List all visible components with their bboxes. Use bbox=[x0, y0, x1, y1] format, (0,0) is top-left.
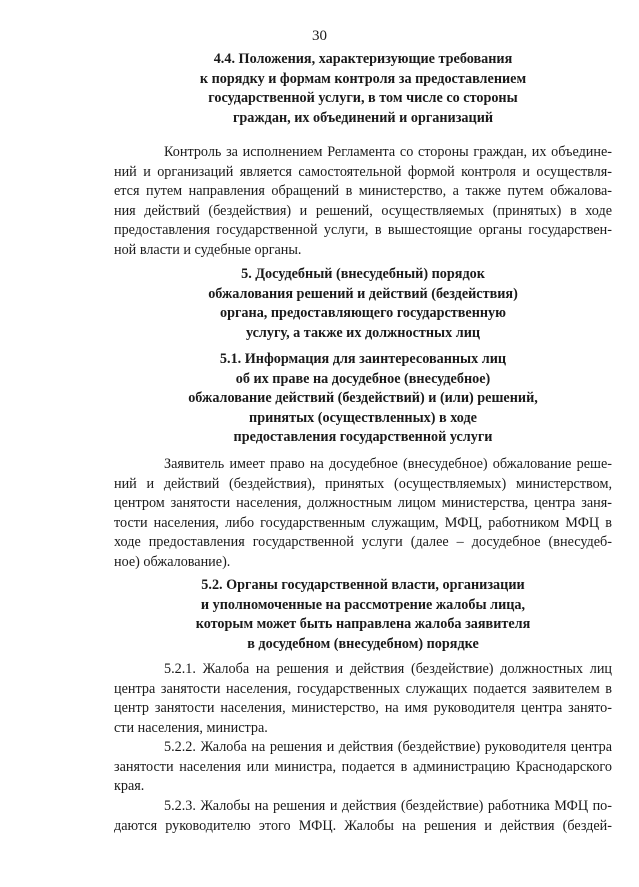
paragraph-line: Заявитель имеет право на досудебное (внесудебное) обжалование реше- bbox=[164, 456, 612, 472]
paragraph-line: центра занятости населения, государственных служащих подается заявителем в bbox=[114, 680, 612, 697]
paragraph-line: тости населения, либо государственным служащим, МФЦ, работником МФЦ в bbox=[114, 514, 612, 531]
heading-line: обжалование действий (бездействий) и (или) решений, bbox=[188, 390, 538, 407]
paragraph-line: ния действий (бездействия) и решений, осуществляемых (принятых) в ходе bbox=[114, 202, 612, 219]
paragraph-control-citizens bbox=[114, 143, 612, 261]
paragraph-line: ходе предоставления государственной услуги (далее – досудебное (внесудеб- bbox=[114, 534, 612, 551]
heading-line: государственной услуги, в том числе со стороны bbox=[208, 90, 518, 107]
paragraph-5-2-1 bbox=[114, 660, 612, 738]
paragraph-5-2-2 bbox=[114, 738, 612, 797]
paragraph-5-2-3 bbox=[114, 797, 612, 836]
paragraph-line: 5.2.2. Жалоба на решения и действия (бездействие) руководителя центра bbox=[164, 739, 612, 755]
heading-line: органа, предоставляющего государственную bbox=[220, 305, 506, 322]
paragraph-line: ное) обжалование). bbox=[114, 553, 231, 570]
heading-line: услугу, а также их должностных лиц bbox=[245, 324, 481, 341]
paragraph-line: ется путем направления обращений в министерство, а также путем обжалова- bbox=[114, 183, 612, 200]
heading-line: 5. Досудебный (внесудебный) порядок bbox=[241, 266, 485, 282]
section-heading-5 bbox=[114, 265, 612, 343]
heading-line: обжалования решений и действий (бездействия) bbox=[208, 285, 518, 302]
heading-line: которым может быть направлена жалоба заявителя bbox=[195, 616, 531, 633]
heading-line: об их праве на досудебное (внесудебное) bbox=[235, 370, 491, 387]
paragraph-line: сти населения, министра. bbox=[114, 719, 268, 736]
paragraph-line: ний и организаций является самостоятельной формой контроля и осуществля- bbox=[114, 163, 612, 180]
heading-line: граждан, их объединений и организаций bbox=[232, 109, 494, 126]
heading-line: предоставления государственной услуги bbox=[233, 429, 493, 446]
paragraph-line: центром занятости населения, должностным лицом министерства, центра заня- bbox=[114, 495, 612, 512]
paragraph-line: 5.2.3. Жалобы на решения и действия (бездействие) работника МФЦ по- bbox=[164, 798, 612, 814]
paragraph-line: Контроль за исполнением Регламента со стороны граждан, их объедине- bbox=[164, 144, 612, 160]
heading-line: 5.2. Органы государственной власти, организации bbox=[201, 577, 525, 593]
paragraph-line: ний и действий (бездействия), принятых (осуществляемых) министерством, bbox=[114, 475, 612, 492]
page-number: 30 bbox=[312, 28, 327, 44]
paragraph-line: занятости населения или министра, подается в администрацию Краснодарского bbox=[114, 758, 612, 775]
heading-line: к порядку и формам контроля за предоставлением bbox=[199, 70, 527, 87]
heading-line: принятых (осуществленных) в ходе bbox=[249, 409, 477, 426]
heading-line: в досудебном (внесудебном) порядке bbox=[247, 635, 479, 652]
heading-line: 4.4. Положения, характеризующие требования bbox=[213, 51, 513, 67]
paragraph-line: предоставления государственной услуги, в вышестоящие органы государствен- bbox=[114, 222, 612, 239]
paragraph-line: центр занятости населения, министерство, на имя руководителя центра занято- bbox=[114, 700, 612, 717]
heading-line: 5.1. Информация для заинтересованных лиц bbox=[219, 351, 507, 367]
paragraph-line: даются руководителю этого МФЦ. Жалобы на решения и действия (бездей- bbox=[114, 817, 612, 834]
paragraph-line: ной власти и судебные органы. bbox=[114, 241, 302, 258]
section-heading-5-2 bbox=[114, 576, 612, 654]
paragraph-line: 5.2.1. Жалоба на решения и действия (бездействие) должностных лиц bbox=[164, 661, 612, 677]
paragraph-line: края. bbox=[114, 778, 145, 795]
section-heading-4-4 bbox=[114, 50, 612, 128]
section-heading-5-1 bbox=[114, 350, 612, 448]
heading-line: и уполномоченные на рассмотрение жалобы лица, bbox=[200, 596, 526, 613]
paragraph-applicant-right bbox=[114, 455, 612, 573]
